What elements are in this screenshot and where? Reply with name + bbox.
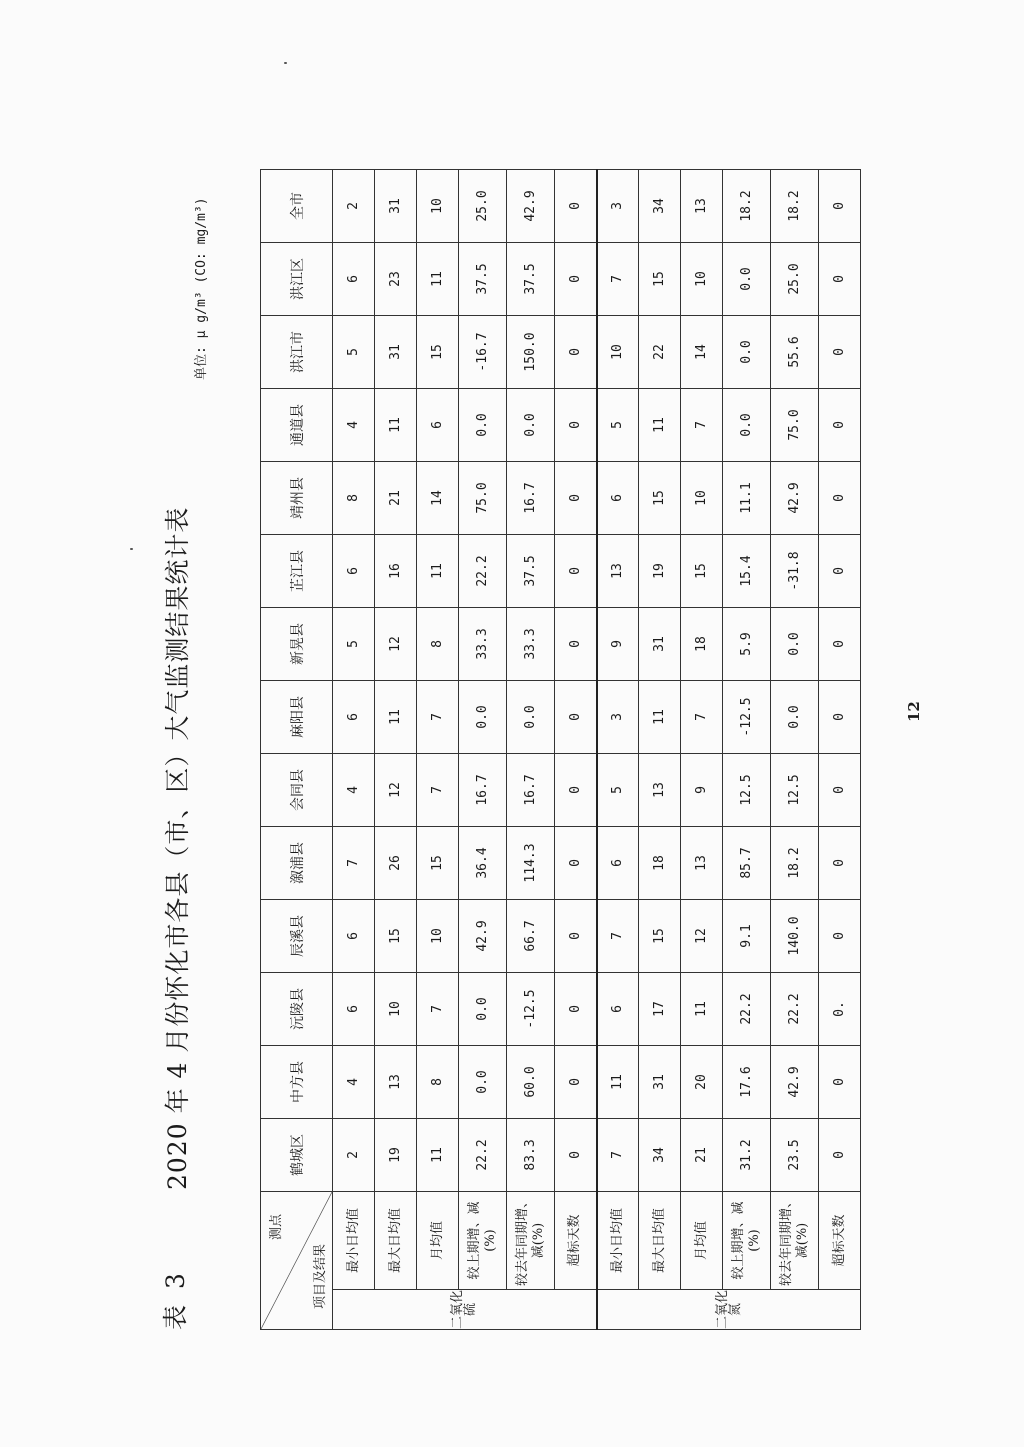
value-cell: 60.0 xyxy=(507,1046,555,1119)
value-cell: 11 xyxy=(639,389,681,462)
table-row xyxy=(333,170,375,1330)
row-label: 较去年同期增、减(%) xyxy=(507,1192,555,1290)
value-cell: 2 xyxy=(333,170,375,243)
value-cell: 85.7 xyxy=(723,827,771,900)
value-cell: 12 xyxy=(375,754,417,827)
rotated-page-content xyxy=(140,160,900,1330)
row-label: 最小日均值 xyxy=(333,1192,375,1290)
value-cell: 0 xyxy=(555,1046,597,1119)
value-cell: 6 xyxy=(333,243,375,316)
value-cell: 18.2 xyxy=(723,170,771,243)
value-cell: 17.6 xyxy=(723,1046,771,1119)
value-cell: 18.2 xyxy=(771,170,819,243)
value-cell: 11 xyxy=(417,535,459,608)
row-label: 最小日均值 xyxy=(597,1192,639,1290)
value-cell: 9 xyxy=(681,754,723,827)
value-cell: 3 xyxy=(597,681,639,754)
table-row xyxy=(681,170,723,1330)
value-cell: 18 xyxy=(681,608,723,681)
value-cell: 6 xyxy=(333,681,375,754)
value-cell: 6 xyxy=(333,535,375,608)
value-cell: 6 xyxy=(597,462,639,535)
table-label: 表 3 xyxy=(161,1269,190,1330)
value-cell: 31 xyxy=(375,316,417,389)
value-cell: 0 xyxy=(819,608,861,681)
value-cell: 7 xyxy=(681,389,723,462)
value-cell: 21 xyxy=(375,462,417,535)
value-cell: 0 xyxy=(555,754,597,827)
group-label: 二氧化硫 xyxy=(333,1290,597,1330)
value-cell: 4 xyxy=(333,754,375,827)
value-cell: 22 xyxy=(639,316,681,389)
value-cell: 0.0 xyxy=(723,243,771,316)
value-cell: 31 xyxy=(639,608,681,681)
value-cell: 0 xyxy=(819,243,861,316)
title-row xyxy=(140,160,250,1330)
value-cell: 0 xyxy=(819,1119,861,1192)
col-header: 沅陵县 xyxy=(261,973,333,1046)
value-cell: 0 xyxy=(555,1119,597,1192)
value-cell: 25.0 xyxy=(459,170,507,243)
row-label: 超标天数 xyxy=(819,1192,861,1290)
value-cell: 10 xyxy=(681,462,723,535)
value-cell: 0.0 xyxy=(723,389,771,462)
value-cell: 18.2 xyxy=(771,827,819,900)
value-cell: 22.2 xyxy=(723,973,771,1046)
value-cell: 15 xyxy=(417,827,459,900)
value-cell: 9 xyxy=(597,608,639,681)
value-cell: 23.5 xyxy=(771,1119,819,1192)
value-cell: 15 xyxy=(375,900,417,973)
value-cell: 25.0 xyxy=(771,243,819,316)
value-cell: 11 xyxy=(417,243,459,316)
value-cell: 37.5 xyxy=(459,243,507,316)
value-cell: 15 xyxy=(639,462,681,535)
table-row xyxy=(723,170,771,1330)
value-cell: 22.2 xyxy=(771,973,819,1046)
value-cell: 8 xyxy=(333,462,375,535)
value-cell: 3 xyxy=(597,170,639,243)
value-cell: 19 xyxy=(639,535,681,608)
value-cell: 37.5 xyxy=(507,243,555,316)
value-cell: 140.0 xyxy=(771,900,819,973)
value-cell: 37.5 xyxy=(507,535,555,608)
value-cell: 55.6 xyxy=(771,316,819,389)
value-cell: 0 xyxy=(555,535,597,608)
value-cell: 4 xyxy=(333,1046,375,1119)
table-row xyxy=(459,170,507,1330)
value-cell: 7 xyxy=(417,973,459,1046)
value-cell: 21 xyxy=(681,1119,723,1192)
scan-speck xyxy=(284,62,287,64)
value-cell: 0 xyxy=(819,170,861,243)
item-label: 项目及结果 xyxy=(313,1243,328,1309)
value-cell: 6 xyxy=(333,900,375,973)
value-cell: 13 xyxy=(681,827,723,900)
value-cell: 0.0 xyxy=(723,316,771,389)
value-cell: 0 xyxy=(819,1046,861,1119)
value-cell: 7 xyxy=(597,900,639,973)
value-cell: 0 xyxy=(555,389,597,462)
value-cell: 7 xyxy=(333,827,375,900)
col-header: 洪江区 xyxy=(261,243,333,316)
value-cell: 16.7 xyxy=(507,754,555,827)
value-cell: 0 xyxy=(555,316,597,389)
value-cell: 19 xyxy=(375,1119,417,1192)
value-cell: 150.0 xyxy=(507,316,555,389)
col-header: 麻阳县 xyxy=(261,681,333,754)
col-header: 中方县 xyxy=(261,1046,333,1119)
row-label: 最大日均值 xyxy=(639,1192,681,1290)
value-cell: 66.7 xyxy=(507,900,555,973)
scan-speck xyxy=(130,548,133,550)
value-cell: 14 xyxy=(681,316,723,389)
table-body xyxy=(333,170,861,1330)
row-label: 较上期增、减(%) xyxy=(723,1192,771,1290)
value-cell: 10 xyxy=(375,973,417,1046)
value-cell: 15 xyxy=(417,316,459,389)
value-cell: 34 xyxy=(639,1119,681,1192)
value-cell: 11 xyxy=(597,1046,639,1119)
value-cell: 6 xyxy=(597,827,639,900)
value-cell: 0 xyxy=(819,316,861,389)
value-cell: 14 xyxy=(417,462,459,535)
col-header: 洪江市 xyxy=(261,316,333,389)
value-cell: 5 xyxy=(333,316,375,389)
value-cell: 7 xyxy=(597,243,639,316)
value-cell: 34 xyxy=(639,170,681,243)
value-cell: -12.5 xyxy=(723,681,771,754)
col-header: 会同县 xyxy=(261,754,333,827)
value-cell: 0.0 xyxy=(771,608,819,681)
value-cell: 42.9 xyxy=(507,170,555,243)
value-cell: 7 xyxy=(597,1119,639,1192)
table-row xyxy=(417,170,459,1330)
col-header: 全市 xyxy=(261,170,333,243)
station-label: 测点 xyxy=(269,1214,284,1241)
value-cell: 0 xyxy=(819,754,861,827)
value-cell: 5 xyxy=(333,608,375,681)
value-cell: 15 xyxy=(639,900,681,973)
table-row xyxy=(507,170,555,1330)
value-cell: 0 xyxy=(819,389,861,462)
page-number: 12 xyxy=(905,701,923,722)
value-cell: 0 xyxy=(819,462,861,535)
value-cell: 33.3 xyxy=(459,608,507,681)
unit-label: 单位: μ g/m³ (CO: mg/m³) xyxy=(194,197,209,380)
value-cell: 10 xyxy=(681,243,723,316)
value-cell: 0 xyxy=(555,681,597,754)
value-cell: 11 xyxy=(375,389,417,462)
value-cell: 2 xyxy=(333,1119,375,1192)
col-header: 靖州县 xyxy=(261,462,333,535)
value-cell: 12 xyxy=(681,900,723,973)
value-cell: 11 xyxy=(639,681,681,754)
value-cell: 16.7 xyxy=(459,754,507,827)
value-cell: -12.5 xyxy=(507,973,555,1046)
value-cell: 0. xyxy=(819,973,861,1046)
row-label: 月均值 xyxy=(417,1192,459,1290)
row-label: 较上期增、减(%) xyxy=(459,1192,507,1290)
value-cell: 0.0 xyxy=(459,681,507,754)
group-label: 二氧化氮 xyxy=(597,1290,861,1330)
value-cell: 0 xyxy=(819,900,861,973)
table-row xyxy=(597,170,639,1330)
value-cell: 75.0 xyxy=(771,389,819,462)
value-cell: 17 xyxy=(639,973,681,1046)
col-header: 新晃县 xyxy=(261,608,333,681)
row-label: 月均值 xyxy=(681,1192,723,1290)
table-row xyxy=(771,170,819,1330)
value-cell: 33.3 xyxy=(507,608,555,681)
value-cell: 0 xyxy=(819,535,861,608)
value-cell: 75.0 xyxy=(459,462,507,535)
table-row xyxy=(639,170,681,1330)
value-cell: 5 xyxy=(597,754,639,827)
value-cell: 31 xyxy=(639,1046,681,1119)
value-cell: 4 xyxy=(333,389,375,462)
value-cell: 0 xyxy=(819,827,861,900)
table-row xyxy=(555,170,597,1330)
value-cell: 42.9 xyxy=(459,900,507,973)
value-cell: 31 xyxy=(375,170,417,243)
value-cell: 7 xyxy=(417,681,459,754)
value-cell: 15 xyxy=(681,535,723,608)
value-cell: 0.0 xyxy=(507,389,555,462)
value-cell: 0 xyxy=(555,973,597,1046)
value-cell: -31.8 xyxy=(771,535,819,608)
value-cell: 10 xyxy=(597,316,639,389)
value-cell: 0.0 xyxy=(771,681,819,754)
value-cell: 6 xyxy=(417,389,459,462)
value-cell: 13 xyxy=(375,1046,417,1119)
value-cell: 15.4 xyxy=(723,535,771,608)
row-label: 较去年同期增、减(%) xyxy=(771,1192,819,1290)
col-header: 鹤城区 xyxy=(261,1119,333,1192)
value-cell: 83.3 xyxy=(507,1119,555,1192)
value-cell: 42.9 xyxy=(771,1046,819,1119)
value-cell: 5.9 xyxy=(723,608,771,681)
value-cell: 16.7 xyxy=(507,462,555,535)
value-cell: 16 xyxy=(375,535,417,608)
value-cell: 114.3 xyxy=(507,827,555,900)
header-row xyxy=(261,170,333,1330)
col-header: 溆浦县 xyxy=(261,827,333,900)
value-cell: 12 xyxy=(375,608,417,681)
col-header: 芷江县 xyxy=(261,535,333,608)
value-cell: 10 xyxy=(417,170,459,243)
value-cell: 0 xyxy=(555,243,597,316)
row-label: 最大日均值 xyxy=(375,1192,417,1290)
value-cell: 11 xyxy=(681,973,723,1046)
value-cell: 0 xyxy=(555,462,597,535)
value-cell: 13 xyxy=(639,754,681,827)
value-cell: -16.7 xyxy=(459,316,507,389)
table-row xyxy=(375,170,417,1330)
value-cell: 0 xyxy=(555,170,597,243)
value-cell: 20 xyxy=(681,1046,723,1119)
table-title: 2020 年 4 月份怀化市各县（市、区）大气监测结果统计表 xyxy=(163,506,192,1190)
value-cell: 12.5 xyxy=(723,754,771,827)
value-cell: 0 xyxy=(555,827,597,900)
value-cell: 0.0 xyxy=(459,1046,507,1119)
value-cell: 0.0 xyxy=(507,681,555,754)
value-cell: 0.0 xyxy=(459,973,507,1046)
col-header: 通道县 xyxy=(261,389,333,462)
value-cell: 6 xyxy=(333,973,375,1046)
row-label: 超标天数 xyxy=(555,1192,597,1290)
value-cell: 8 xyxy=(417,608,459,681)
value-cell: 0 xyxy=(555,608,597,681)
value-cell: 22.2 xyxy=(459,1119,507,1192)
value-cell: 36.4 xyxy=(459,827,507,900)
value-cell: 0.0 xyxy=(459,389,507,462)
value-cell: 9.1 xyxy=(723,900,771,973)
value-cell: 11 xyxy=(417,1119,459,1192)
value-cell: 0 xyxy=(555,900,597,973)
value-cell: 31.2 xyxy=(723,1119,771,1192)
value-cell: 13 xyxy=(681,170,723,243)
col-header: 辰溪县 xyxy=(261,900,333,973)
value-cell: 13 xyxy=(597,535,639,608)
value-cell: 5 xyxy=(597,389,639,462)
value-cell: 7 xyxy=(417,754,459,827)
table-row xyxy=(819,170,861,1330)
value-cell: 6 xyxy=(597,973,639,1046)
value-cell: 7 xyxy=(681,681,723,754)
value-cell: 12.5 xyxy=(771,754,819,827)
value-cell: 22.2 xyxy=(459,535,507,608)
value-cell: 23 xyxy=(375,243,417,316)
value-cell: 10 xyxy=(417,900,459,973)
value-cell: 8 xyxy=(417,1046,459,1119)
value-cell: 11 xyxy=(375,681,417,754)
value-cell: 26 xyxy=(375,827,417,900)
monitoring-table xyxy=(260,169,861,1330)
value-cell: 0 xyxy=(819,681,861,754)
value-cell: 11.1 xyxy=(723,462,771,535)
corner-header xyxy=(261,1192,333,1330)
value-cell: 15 xyxy=(639,243,681,316)
value-cell: 42.9 xyxy=(771,462,819,535)
value-cell: 18 xyxy=(639,827,681,900)
